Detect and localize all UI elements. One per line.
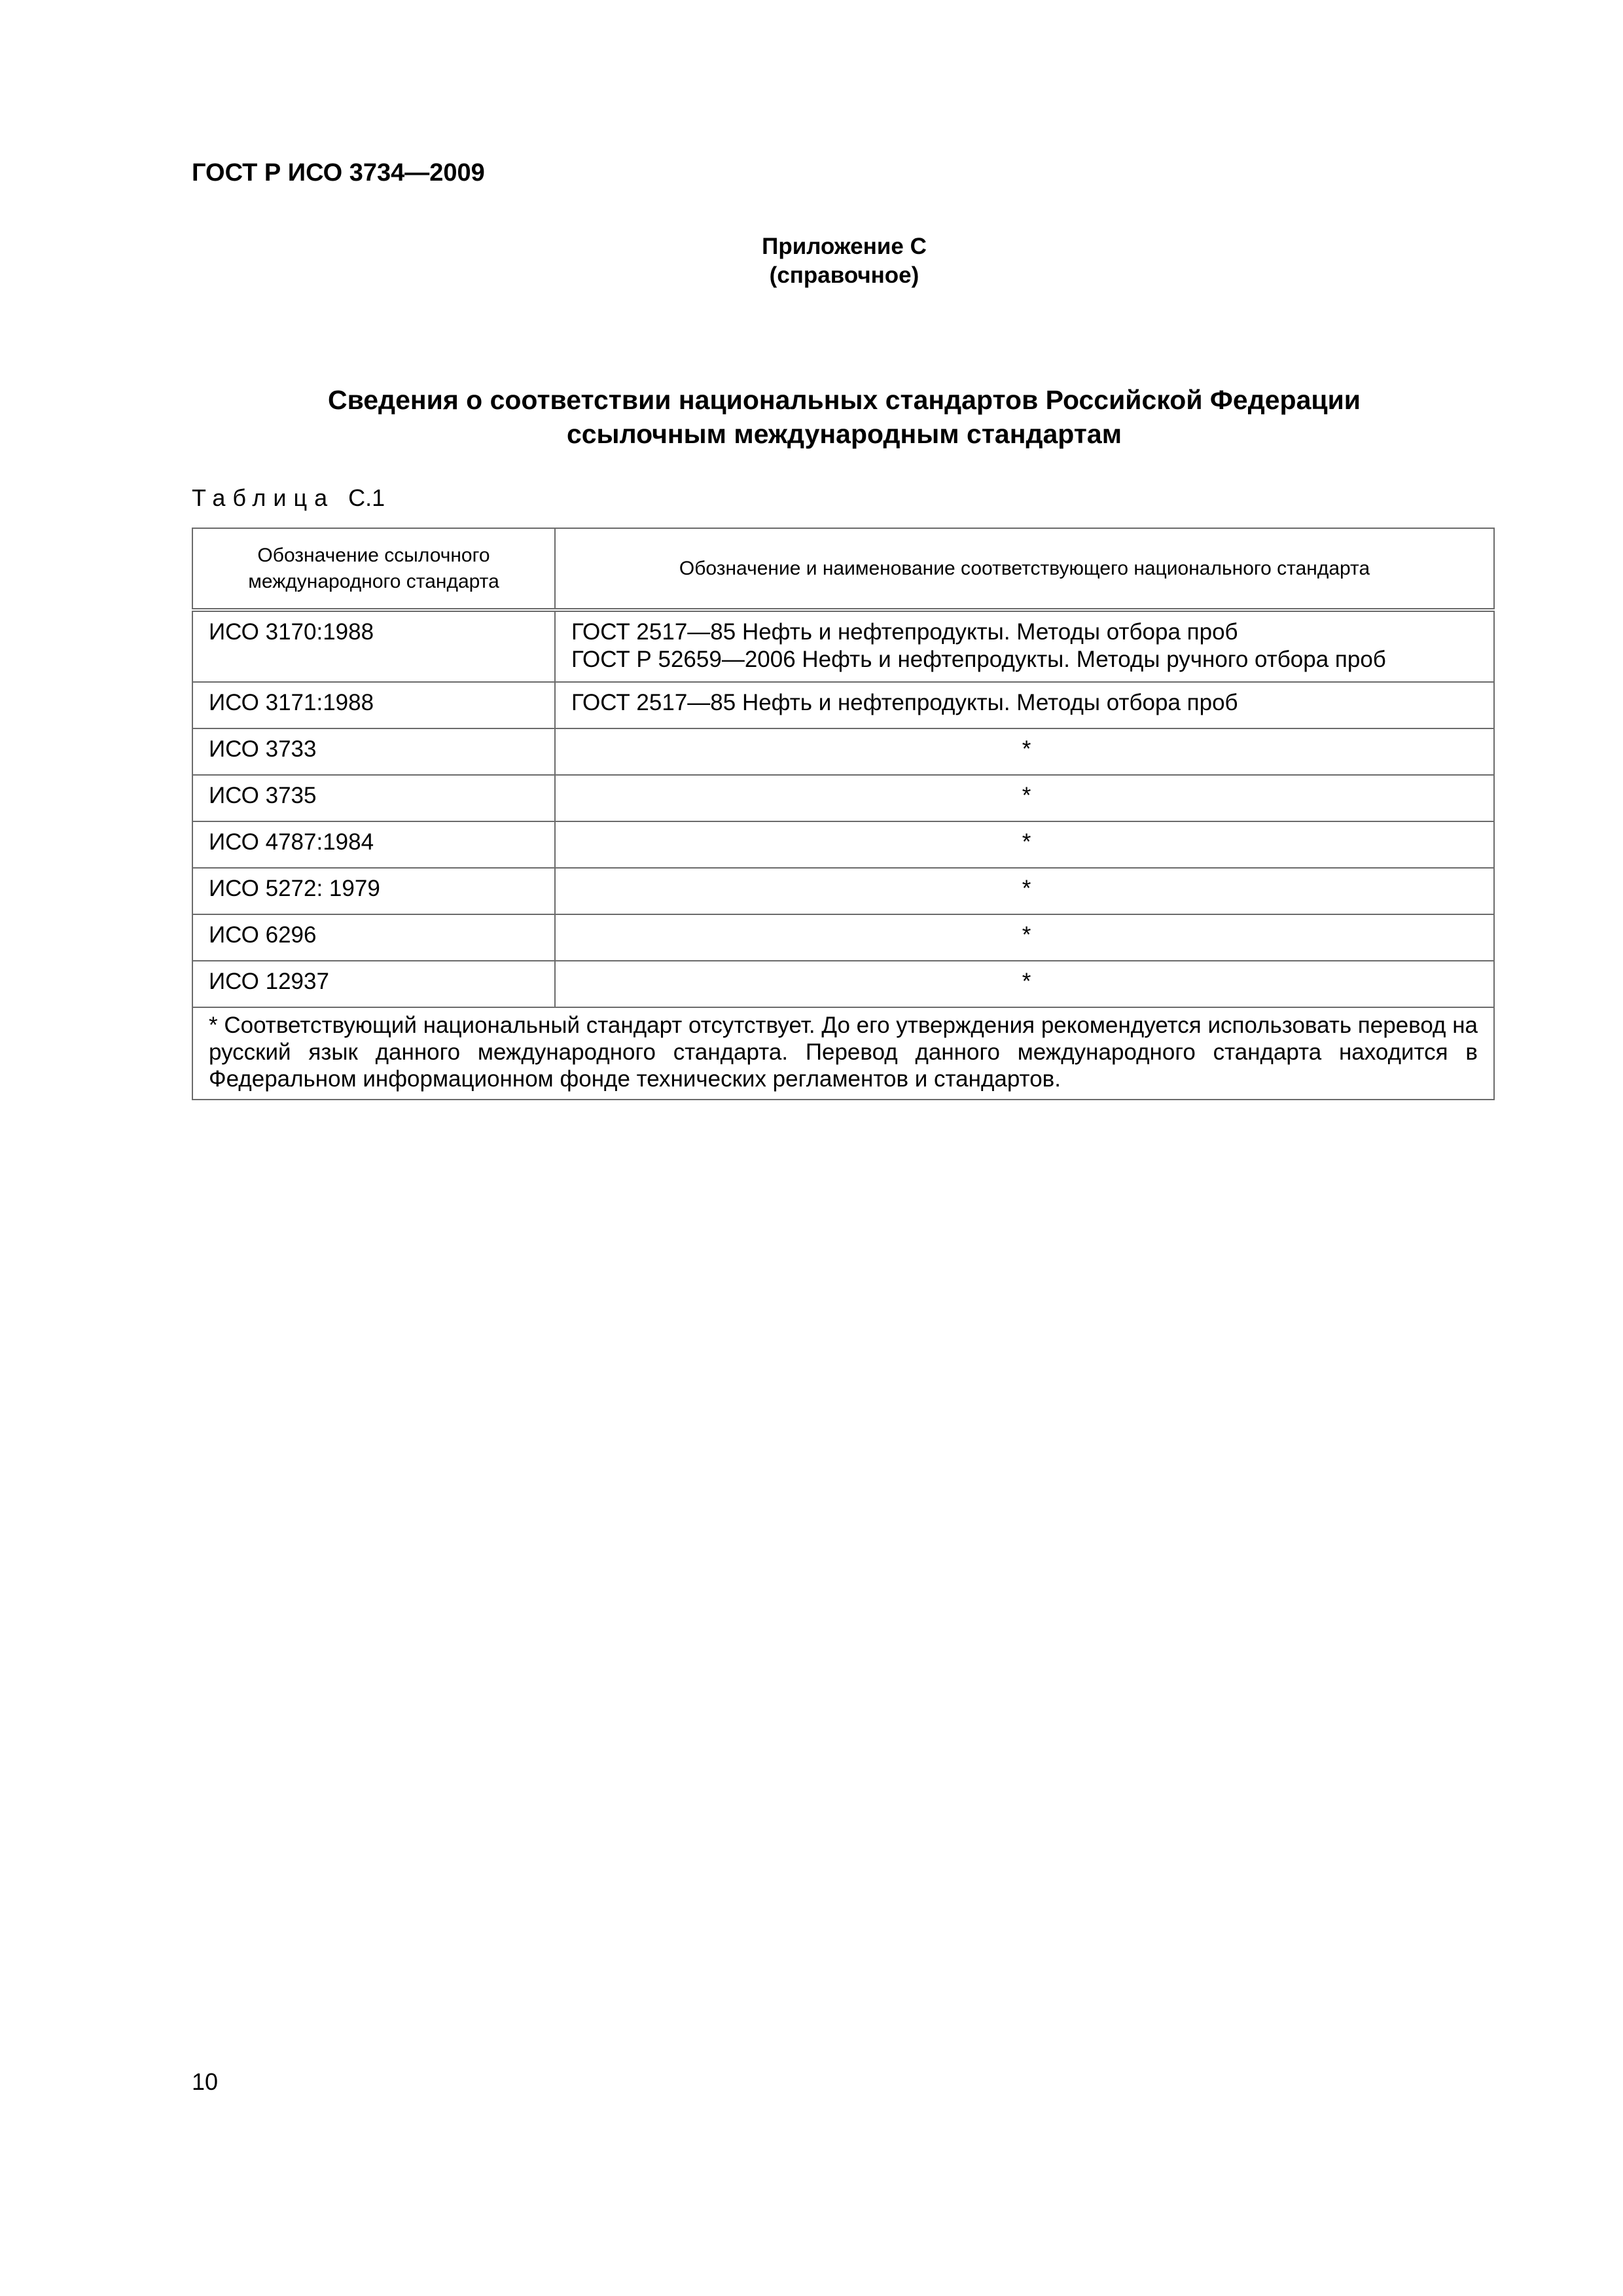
appendix-title: Приложение С	[762, 234, 927, 259]
intl-standard-cell: ИСО 12937	[192, 961, 555, 1007]
national-standard-line: ГОСТ Р 52659—2006 Нефть и нефтепродукты. Методы ручного отбора проб	[571, 647, 1386, 672]
table-row	[192, 682, 1494, 728]
intl-standard-cell: ИСО 3735	[192, 775, 555, 821]
table-caption-number: С.1	[348, 484, 385, 511]
table-footnote-row	[192, 1007, 1494, 1100]
table-row	[192, 821, 1494, 868]
document-header: ГОСТ Р ИСО 3734—2009	[192, 159, 485, 187]
table-row	[192, 728, 1494, 775]
intl-standard-cell: ИСО 3733	[192, 728, 555, 775]
national-standard-cell	[555, 610, 1494, 682]
table-row	[192, 961, 1494, 1007]
table-caption	[192, 486, 385, 510]
table-row	[192, 775, 1494, 821]
standards-table	[192, 528, 1495, 1100]
national-standard-line: ГОСТ 2517—85 Нефть и нефтепродукты. Методы отбора проб	[571, 690, 1238, 715]
table-row	[192, 610, 1494, 682]
table-footnote: * Соответствующий национальный стандарт отсутствует. До его утверждения рекомендуется использовать перевод на русский язык данного международного стандарта. Перевод данного международного стандарта находится в Федеральном информационном фонде технических регламентов и стандартов.	[192, 1007, 1494, 1100]
intl-standard-cell: ИСО 5272: 1979	[192, 868, 555, 914]
national-standard-cell: *	[555, 868, 1494, 914]
national-standard-cell: *	[555, 914, 1494, 961]
national-standard-cell: *	[555, 821, 1494, 868]
table-row	[192, 914, 1494, 961]
page-number: 10	[192, 2068, 219, 2095]
national-standard-line: ГОСТ 2517—85 Нефть и нефтепродукты. Методы отбора проб	[571, 619, 1238, 645]
header-intl-standard: Обозначение ссылочного международного стандарта	[192, 528, 555, 610]
appendix-type: (справочное)	[769, 262, 919, 288]
intl-standard-cell: ИСО 3171:1988	[192, 682, 555, 728]
appendix-heading	[0, 232, 1623, 290]
section-title-line1: Сведения о соответствии национальных стандартов Российской Федерации	[327, 385, 1361, 415]
table-row	[192, 868, 1494, 914]
national-standard-cell: *	[555, 728, 1494, 775]
intl-standard-cell: ИСО 6296	[192, 914, 555, 961]
national-standard-cell: *	[555, 961, 1494, 1007]
header-national-standard: Обозначение и наименование соответствующего национального стандарта	[555, 528, 1494, 610]
section-title	[0, 383, 1623, 451]
section-title-line2: ссылочным международным стандартам	[566, 419, 1122, 449]
national-standard-cell: *	[555, 775, 1494, 821]
intl-standard-cell: ИСО 4787:1984	[192, 821, 555, 868]
intl-standard-cell: ИСО 3170:1988	[192, 610, 555, 682]
table-caption-word: Таблица	[192, 484, 335, 511]
table-header-row	[192, 528, 1494, 610]
national-standard-cell	[555, 682, 1494, 728]
